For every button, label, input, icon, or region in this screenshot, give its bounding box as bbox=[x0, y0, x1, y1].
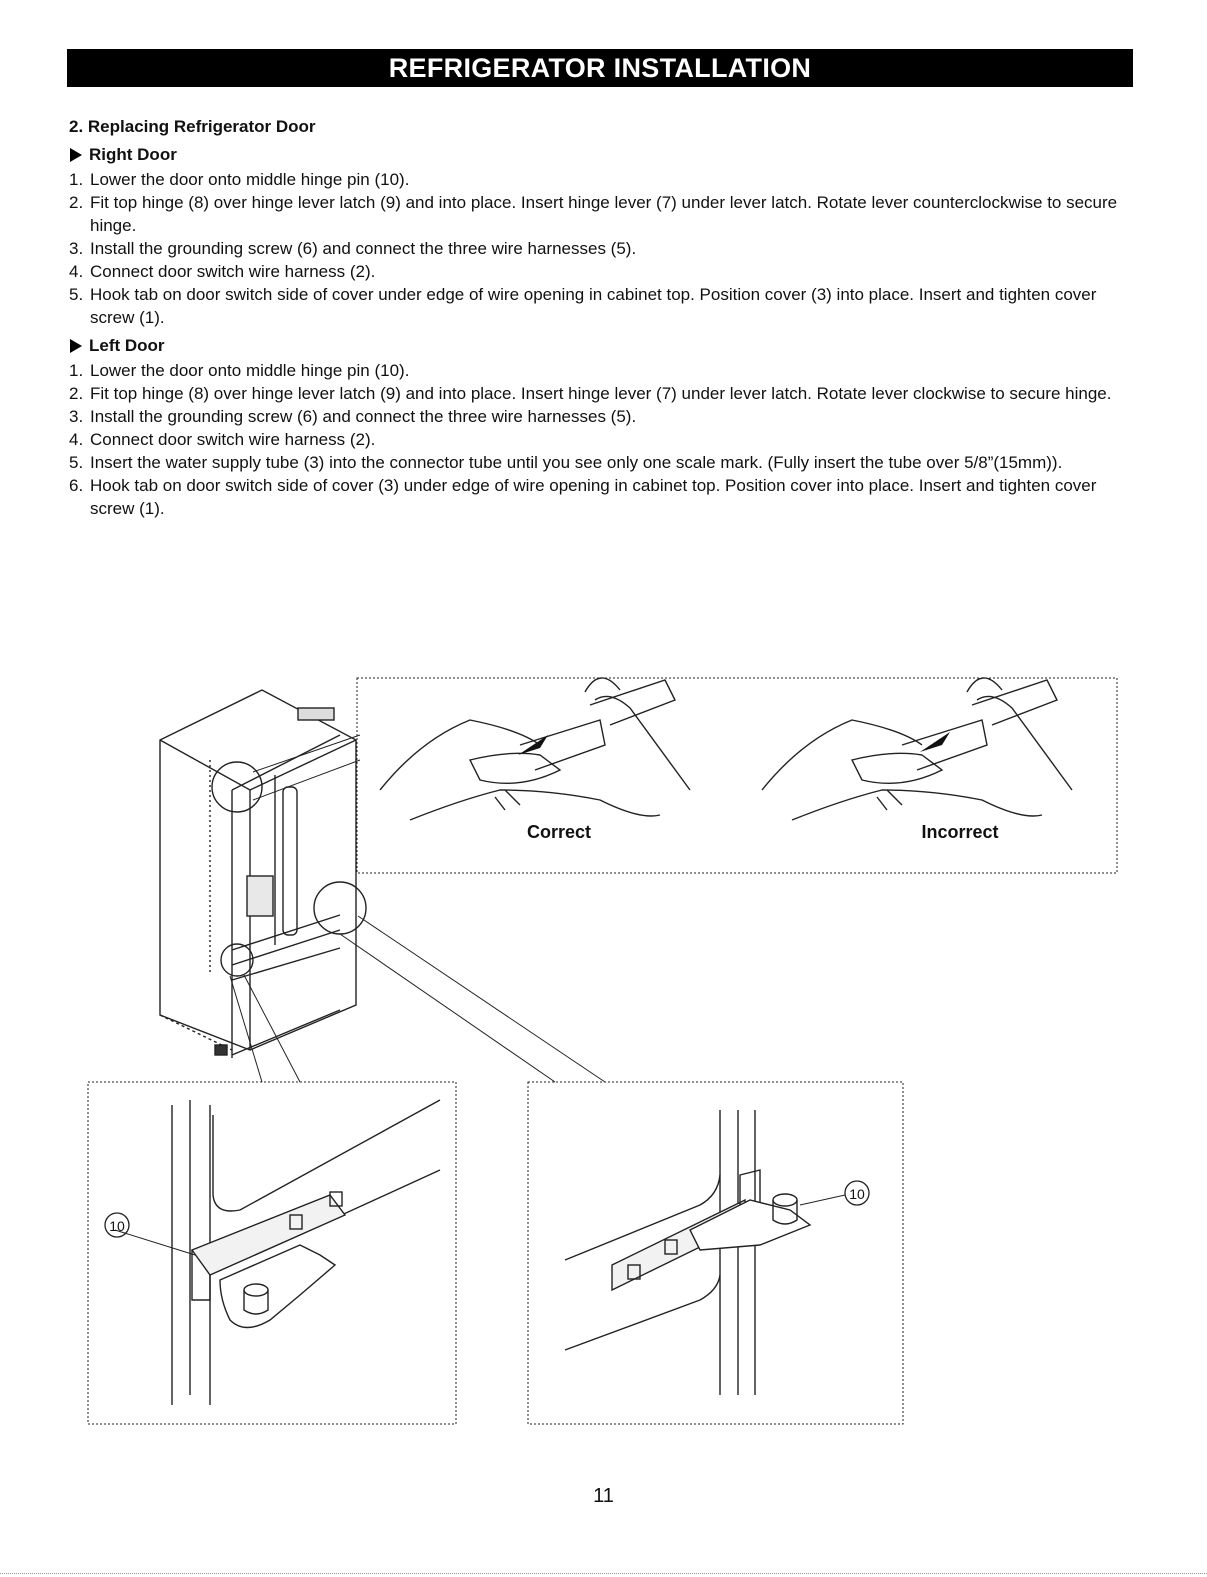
bottom-divider bbox=[0, 1573, 1207, 1574]
step-text: Hook tab on door switch side of cover under edge of wire opening in cabinet top. Position cover (3) into place. Insert and tighten cover screw (1). bbox=[90, 285, 1097, 327]
step-text: Fit top hinge (8) over hinge lever latch (9) and into place. Insert hinge lever (7) under lever latch. Rotate lever clockwise to secure hinge. bbox=[90, 384, 1112, 403]
page-number: 11 bbox=[593, 1485, 614, 1507]
step-text: Insert the water supply tube (3) into the connector tube until you see only one scale mark. (Fully insert the tube over 5/8”(15mm)). bbox=[90, 453, 1063, 472]
section-heading: 2. Replacing Refrigerator Door bbox=[69, 117, 316, 136]
step-text: Connect door switch wire harness (2). bbox=[90, 262, 376, 281]
step-number: 6. bbox=[69, 476, 84, 495]
svg-text:10: 10 bbox=[109, 1218, 125, 1234]
svg-text:10: 10 bbox=[849, 1186, 865, 1202]
step-number: 5. bbox=[69, 285, 84, 304]
step-text: Install the grounding screw (6) and connect the three wire harnesses (5). bbox=[90, 407, 637, 426]
incorrect-hand-drawing bbox=[762, 678, 1072, 820]
step-text: Hook tab on door switch side of cover (3) under edge of wire opening in cabinet top. Position cover into place. Insert and tighten cover screw (1). bbox=[90, 476, 1097, 518]
step-text: Install the grounding screw (6) and connect the three wire harnesses (5). bbox=[90, 239, 637, 258]
page-title-banner: REFRIGERATOR INSTALLATION bbox=[67, 49, 1133, 87]
left-door-label: Left Door bbox=[89, 336, 165, 355]
step-number: 2. bbox=[69, 193, 84, 212]
left-hinge-detail-panel bbox=[88, 1082, 456, 1424]
correct-label: Correct bbox=[526, 822, 592, 842]
right-hinge-detail-panel bbox=[528, 1082, 903, 1424]
correct-hand-drawing bbox=[380, 678, 690, 820]
step-number: 5. bbox=[69, 453, 84, 472]
step-text: Fit top hinge (8) over hinge lever latch (9) and into place. Insert hinge lever (7) under lever latch. Rotate lever counterclockwise to secure hinge. bbox=[90, 193, 1118, 235]
step-number: 3. bbox=[69, 407, 84, 426]
step-number: 3. bbox=[69, 239, 84, 258]
step-text: Lower the door onto middle hinge pin (10). bbox=[90, 361, 410, 380]
step-number: 4. bbox=[69, 262, 84, 281]
step-text: Connect door switch wire harness (2). bbox=[90, 430, 376, 449]
step-text: Lower the door onto middle hinge pin (10). bbox=[90, 170, 410, 189]
step-number: 1. bbox=[69, 170, 84, 189]
right-door-label: Right Door bbox=[89, 145, 177, 164]
step-number: 4. bbox=[69, 430, 84, 449]
callout-10-right bbox=[845, 1181, 869, 1205]
incorrect-label: Incorrect bbox=[921, 822, 999, 842]
step-number: 1. bbox=[69, 361, 84, 380]
step-number: 2. bbox=[69, 384, 84, 403]
callout-10-left bbox=[105, 1213, 129, 1237]
hose-detail-panel bbox=[357, 678, 1117, 873]
refrigerator-illustration bbox=[160, 690, 605, 1082]
